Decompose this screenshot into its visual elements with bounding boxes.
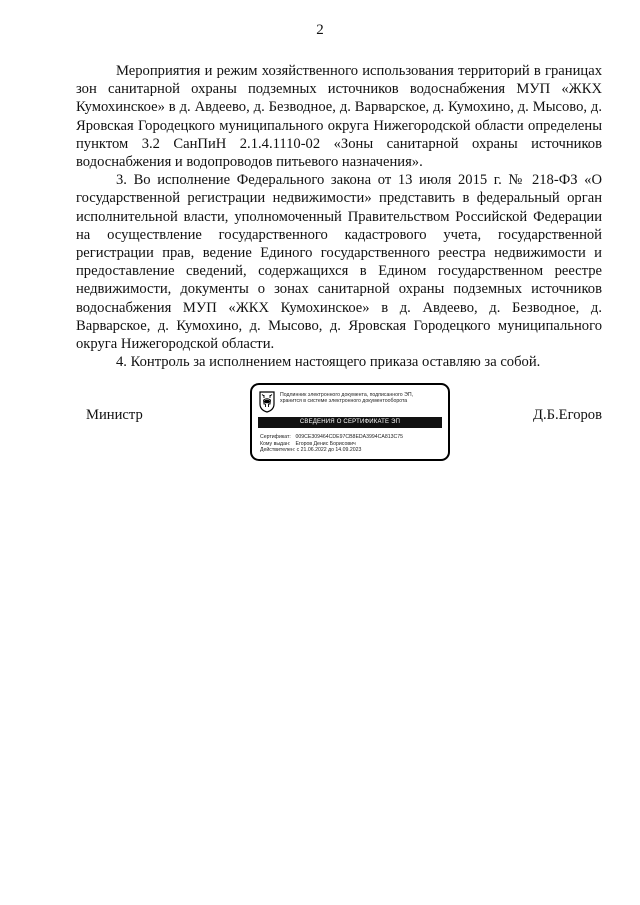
issued-to-value: Егоров Денис Борисович — [295, 440, 356, 447]
paragraph-item-4: 4. Контроль за исполнением настоящего приказа оставляю за собой. — [116, 354, 541, 371]
stamp-valid-row — [260, 447, 446, 454]
signer-position: Министр — [86, 407, 143, 423]
stamp-title-bar: СВЕДЕНИЯ О СЕРТИФИКАТЕ ЭП — [258, 417, 442, 428]
signature-block — [76, 383, 602, 467]
stamp-header-line2: хранится в системе электронного документооборота — [280, 398, 408, 405]
page-number: 2 — [316, 22, 324, 38]
certificate-value: 009CE309464CDE97CB8EDA3994CA813C75 — [295, 434, 404, 440]
valid-label: Действителен: — [260, 447, 296, 454]
stamp-header-line1: Подлинник электронного документа, подписанного ЭП, — [280, 392, 414, 398]
paragraph-sanitary-measures: Мероприятия и режим хозяйственного использования территорий в границах зон санитарной охраны подземных источников водоснабжения МУП «ЖКХ Кумохинское» в д. Авдеево, д. Безводное, д. Варварское, д. Кумохино, д. Мысово, д. Яровская Городецкого муниципального округа Нижегородской области определены пунктом 3.2 СанПиН 2.1.4.1110-02 «Зоны санитарной охраны источников водоснабжения и водопроводов питьевого назначения». — [76, 63, 602, 171]
stamp-header — [280, 392, 446, 405]
nizhny-novgorod-deer-emblem-icon — [259, 391, 275, 413]
certificate-label: Сертификат: — [260, 434, 291, 440]
electronic-signature-stamp — [250, 383, 450, 461]
stamp-certificate-details — [260, 434, 446, 454]
paragraph-item-3: 3. Во исполнение Федерального закона от 13 июля 2015 г. № 218-ФЗ «О государственной регистрации недвижимости» представить в федеральный орган исполнительной власти, уполномоченный Правительством Российской Федерации на осуществление государственного кадастрового учета, государственной регистрации прав, ведение Единого государственного реестра недвижимости и предоставление сведений, содержащихся в Едином государственном реестре недвижимости, документы о зонах санитарной охраны подземных источников водоснабжения МУП «ЖКХ Кумохинское» в д. Авдеево, д. Безводное, д. Варварское, д. Кумохино, д. Мысово, д. Яровская Городецкого муниципального округа Нижегородской области. — [76, 172, 602, 353]
document-body — [76, 62, 602, 371]
stamp-certificate-row — [260, 434, 446, 441]
signer-name: Д.Б.Егоров — [533, 407, 602, 423]
valid-value: с 21.06.2022 до 14.09.2023 — [296, 447, 362, 454]
issued-to-label: Кому выдан: — [260, 440, 291, 447]
